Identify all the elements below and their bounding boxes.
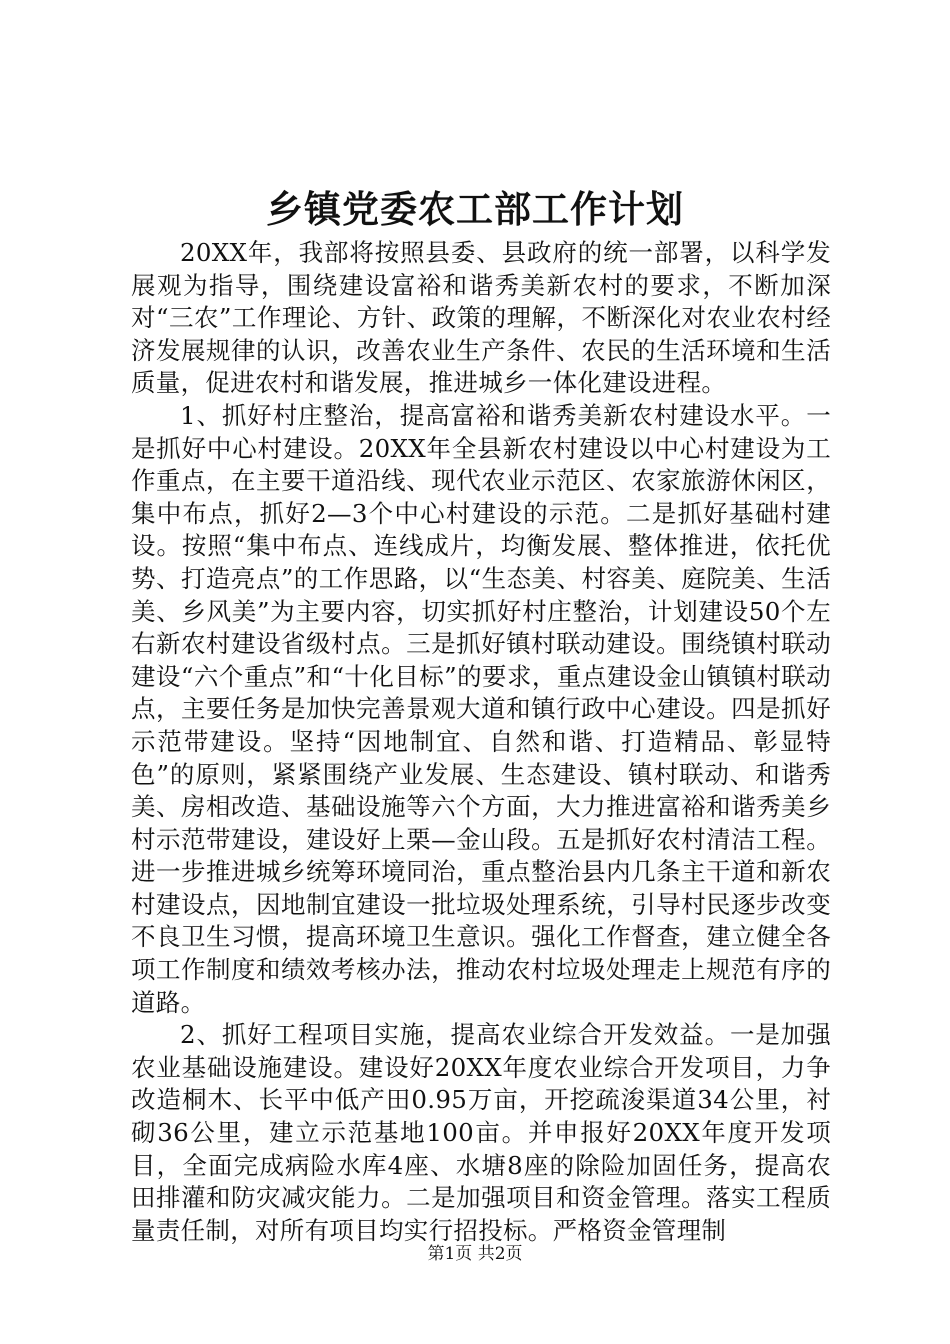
document-title: 乡镇党委农工部工作计划	[266, 187, 684, 231]
paragraph-village-renovation: 1、抓好村庄整治，提高富裕和谐秀美新农村建设水平。一是抓好中心村建设。20XX年全县新农村建设以中心村建设为工作重点，在主要干道沿线、现代农业示范区、农家旅游休闲区，集中布点，抓好2—3个中心村建设的示范。二是抓好基础村建设。按照“集中布点、连线成片，均衡发展、整体推进，依托优势、打造亮点”的工作思路，以“生态美、村容美、庭院美、生活美、乡风美”为主要内容，切实抓好村庄整治，计划建设50个左右新农村建设省级村点。三是抓好镇村联动建设。围绕镇村联动建设“六个重点”和“十化目标”的要求，重点建设金山镇镇村联动点，主要任务是加快完善景观大道和镇行政中心建设。四是抓好示范带建设。坚持“因地制宜、自然和谐、打造精品、彰显特色”的原则，紧紧围绕产业发展、生态建设、镇村联动、和谐秀美、房相改造、基础设施等六个方面，大力推进富裕和谐秀美乡村示范带建设，建设好上栗—金山段。五是抓好农村清洁工程。进一步推进城乡统筹环境同治，重点整治县内几条主干道和新农村建设点，因地制宜建设一批垃圾处理系统，引导村民逐步改变不良卫生习惯，提高环境卫生意识。强化工作督查，建立健全各项工作制度和绩效考核办法，推动农村垃圾处理走上规范有序的道路。	[131, 400, 832, 1017]
paragraph-intro: 20XX年，我部将按照县委、县政府的统一部署，以科学发展观为指导，围绕建设富裕和谐秀美新农村的要求，不断加深对“三农”工作理论、方针、政策的理解，不断深化对农业农村经济发展规律的认识，改善农业生产条件、农民的生活环境和生活质量，促进农村和谐发展，推进城乡一体化建设进程。	[131, 238, 831, 398]
document-body	[131, 237, 831, 1247]
paragraph-project-implementation: 2、抓好工程项目实施，提高农业综合开发效益。一是加强农业基础设施建设。建设好20XX年度农业综合开发项目，力争改造桐木、长平中低产田0.95万亩，开挖疏浚渠道34公里，衬砌36公里，建立示范基地100亩。并申报好20XX年度开发项目，全面完成病险水库4座、水塘8座的除险加固任务，提高农田排灌和防灾减灾能力。二是加强项目和资金管理。落实工程质量责任制，对所有项目均实行招投标。严格资金管理制	[131, 1020, 831, 1245]
page-footer: 第1页 共2页	[427, 1244, 523, 1264]
